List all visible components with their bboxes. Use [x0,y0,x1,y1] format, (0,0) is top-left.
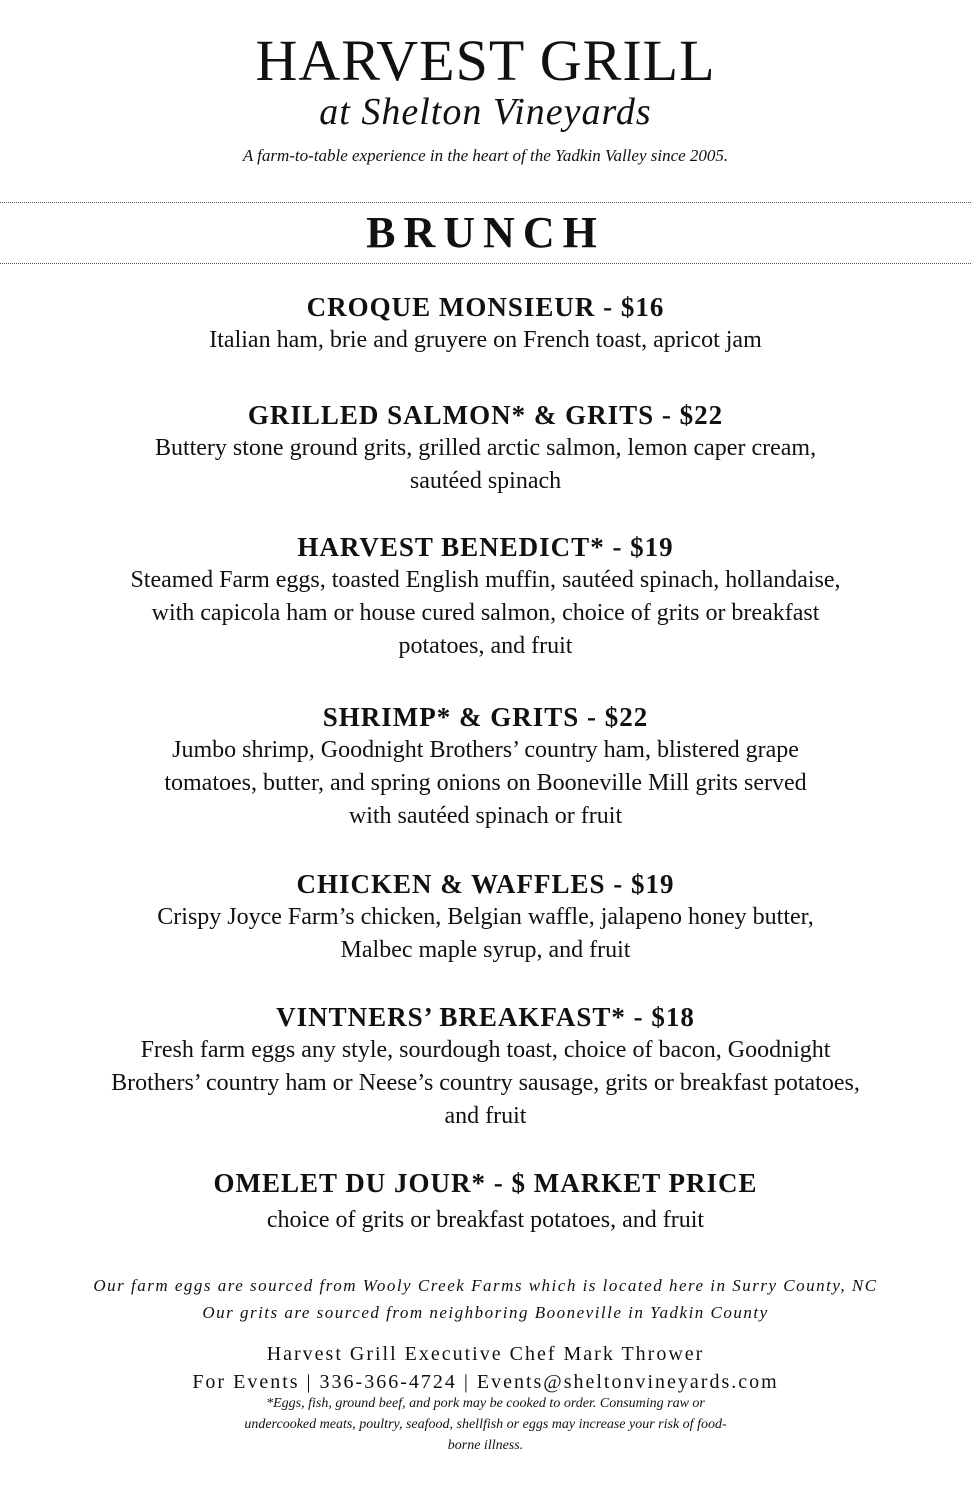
venue-subtitle: at Shelton Vineyards [319,91,652,133]
item-name: GRILLED SALMON* & GRITS - $22 [247,400,724,430]
item-description: Italian ham, brie and gruyere on French toast, apricot jam [209,327,762,353]
tagline: A farm-to-table experience in the heart of the Yadkin Valley since 2005. [242,146,729,165]
food-safety-disclaimer: *Eggs, fish, ground beef, and pork may be cooked to order. Consuming raw or undercooked meats, poultry, seafood, shellfish or eggs may increase your risk of food-borne illness. [244,1396,727,1453]
menu-item-vintners-breakfast [95,1000,876,1133]
section-title: BRUNCH [366,208,605,257]
egg-sourcing-note: Our farm eggs are sourced from Wooly Creek Farms which is located here in Surry County, NC [93,1276,878,1295]
item-name: VINTNERS’ BREAKFAST* - $18 [276,1002,695,1032]
grits-sourcing-note: Our grits are sourced from neighboring Booneville in Yadkin County [202,1303,769,1322]
menu-item-grilled-salmon [110,398,861,498]
menu-item-shrimp-grits [110,700,861,833]
item-name: CROQUE MONSIEUR - $16 [306,292,665,322]
item-description: Fresh farm eggs any style, sourdough toast, choice of bacon, Goodnight Brothers’ country ham or Neese’s country sausage, grits or breakfast potatoes, and fruit [111,1037,860,1129]
item-description: choice of grits or breakfast potatoes, and fruit [266,1207,705,1233]
item-description: Crispy Joyce Farm’s chicken, Belgian waffle, jalapeno honey butter, Malbec maple syrup, and fruit [157,904,814,963]
top-divider [0,202,971,203]
restaurant-name: HARVEST GRILL [255,28,716,93]
item-name: SHRIMP* & GRITS - $22 [322,702,649,732]
item-name: CHICKEN & WAFFLES - $19 [296,869,675,899]
item-description: Buttery stone ground grits, grilled arctic salmon, lemon caper cream, sautéed spinach [154,435,817,494]
item-description: Jumbo shrimp, Goodnight Brothers’ country ham, blistered grape tomatoes, butter, and spring onions on Booneville Mill grits served with sautéed spinach or fruit [164,737,807,829]
item-name: OMELET DU JOUR* - $ MARKET PRICE [213,1168,758,1198]
menu-item-harvest-benedict [110,530,861,663]
events-contact: For Events | 336-366-4724 | Events@sheltonvineyards.com [192,1371,779,1393]
menu-item-chicken-waffles [110,867,861,967]
item-description: Steamed Farm eggs, toasted English muffin, sautéed spinach, hollandaise, with capicola ham or house cured salmon, choice of grits or breakfast potatoes, and fruit [130,567,841,659]
chef-credit: Harvest Grill Executive Chef Mark Thrower [266,1343,705,1365]
menu-item-omelet-du-jour [110,1166,861,1237]
bottom-divider [0,263,971,264]
menu-item-croque-monsieur [110,290,861,357]
item-name: HARVEST BENEDICT* - $19 [297,532,674,562]
